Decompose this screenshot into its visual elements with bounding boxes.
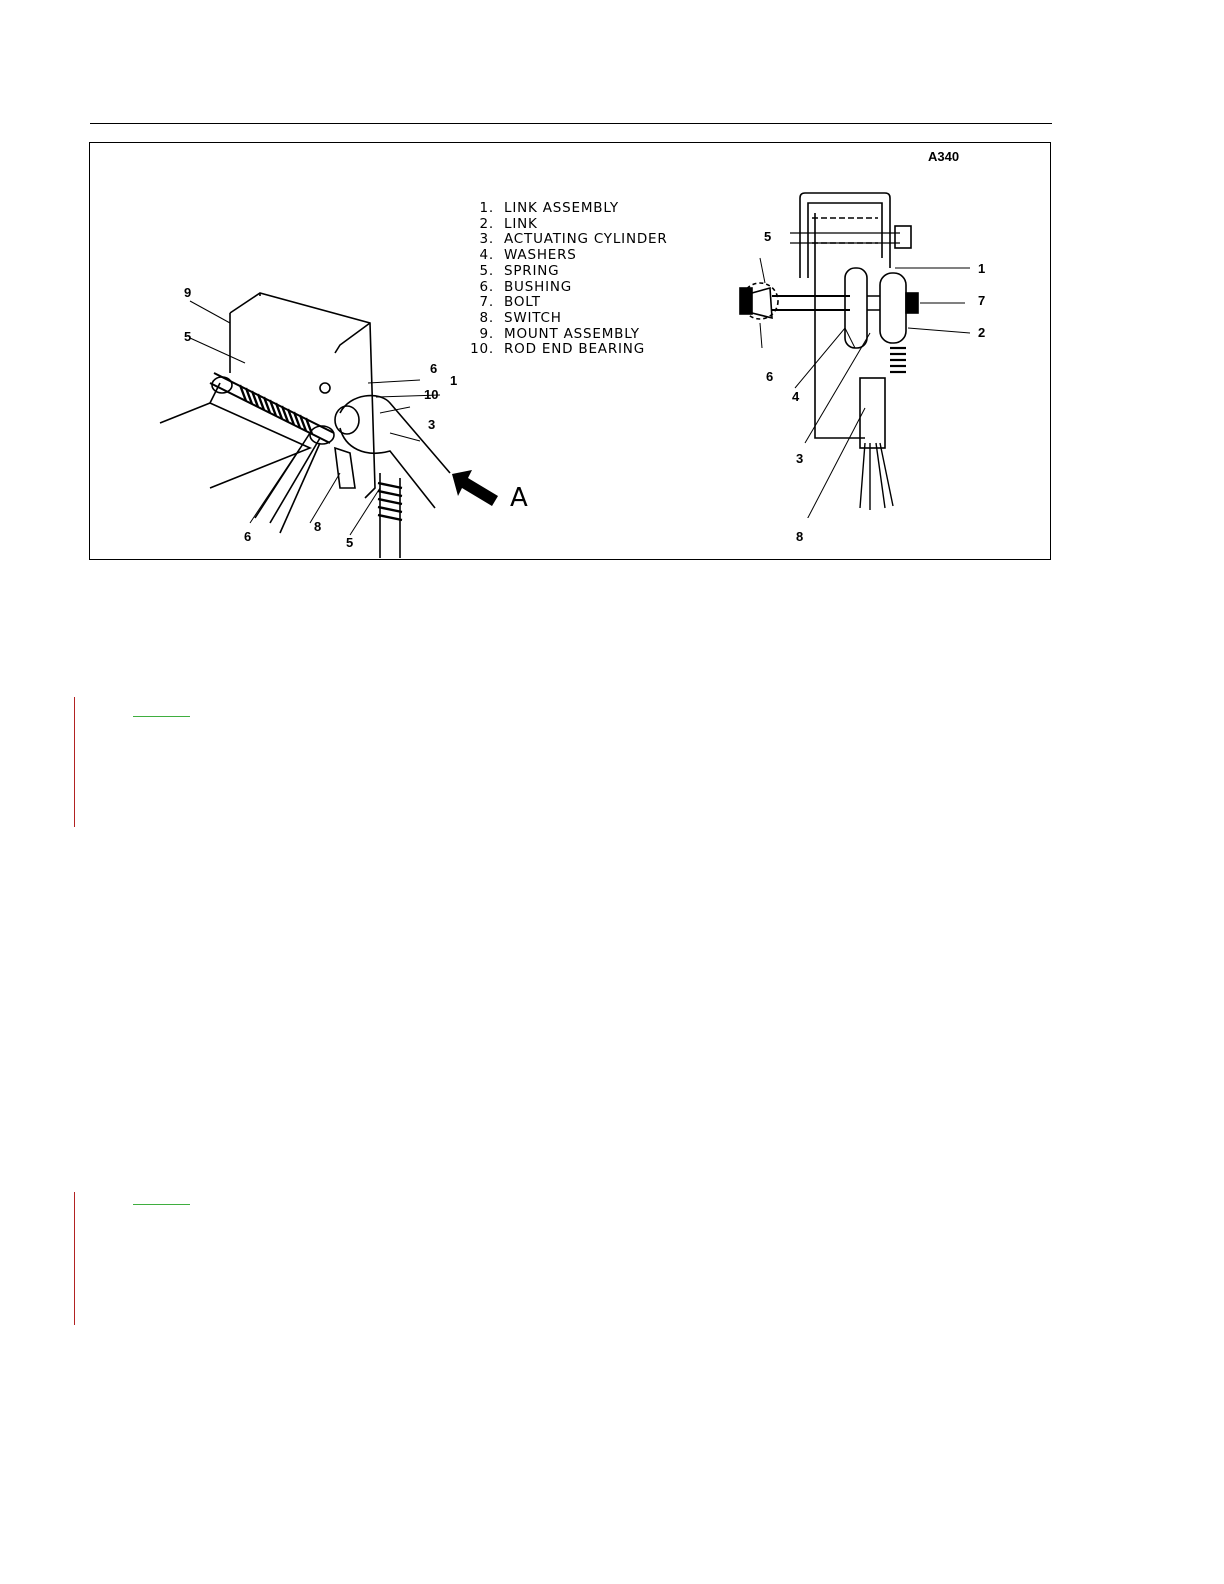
legend-item: 6. BUSHING [479,278,573,295]
figure-frame [89,142,1051,560]
callout-2: 2 [978,325,986,340]
callout-6: 6 [430,361,438,376]
callout-3: 3 [796,451,804,466]
callout-8: 8 [796,529,804,544]
callout-6: 6 [244,529,252,544]
view-arrow-icon [448,468,508,513]
callout-10: 10 [424,387,439,402]
legend-item: 1. LINK ASSEMBLY [479,200,619,216]
legend-item: 7. BOLT [479,294,541,311]
callout-5: 5 [184,329,192,344]
legend-item: 3. ACTUATING CYLINDER [479,231,668,248]
callout-5: 5 [764,229,772,244]
legend-item: 9. MOUNT ASSEMBLY [479,325,640,342]
legend-item: 5. SPRING [479,262,560,279]
legend-item: 10. ROD END BEARING [470,341,645,358]
callout-3: 3 [428,417,436,432]
view-arrow-label: A [510,483,528,513]
callout-9: 9 [184,285,192,300]
green-rule [133,1204,190,1205]
callout-1: 1 [450,373,458,388]
legend-item: 4. WASHERS [479,247,577,264]
legend-item: 2. LINK [479,215,538,232]
callout-8: 8 [314,519,322,534]
perspective-illustration [150,273,530,558]
change-bar [74,697,75,827]
callout-6: 6 [766,369,774,384]
callout-5: 5 [346,535,354,550]
legend-item: 8. SWITCH [479,309,562,326]
callout-7: 7 [978,293,986,308]
green-rule [133,716,190,717]
callout-4: 4 [792,389,800,404]
change-bar [74,1192,75,1325]
figure-id: A340 [928,149,960,164]
header-rule [90,123,1052,124]
callout-1: 1 [978,261,986,276]
